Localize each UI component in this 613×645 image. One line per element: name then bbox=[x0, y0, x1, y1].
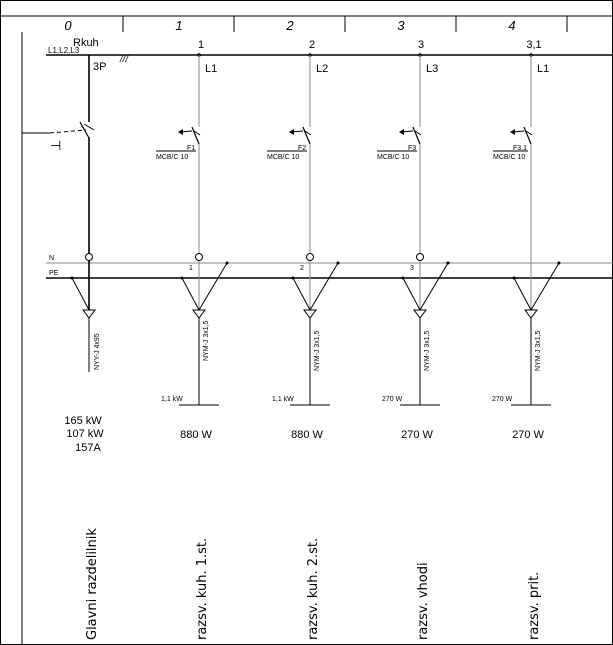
feeder-poles: 3P bbox=[93, 61, 107, 73]
circuit-phase: L1 bbox=[537, 63, 550, 75]
circuit-description: razsv. kuh. 2.st. bbox=[306, 537, 321, 640]
breaker-contact bbox=[524, 127, 531, 144]
feeder-power-installed: 165 kW bbox=[64, 415, 102, 427]
feeder-power-simultaneous: 107 kW bbox=[66, 428, 104, 440]
load-value-small: 1,1 kW bbox=[161, 396, 183, 403]
breaker-trip-icon bbox=[399, 129, 404, 135]
circuit-number: 3 bbox=[417, 39, 425, 51]
n-terminal bbox=[307, 254, 314, 261]
breaker-label: F3 bbox=[408, 145, 417, 152]
three-phase-hatch: /// bbox=[120, 54, 129, 65]
load-value-small: 270 W bbox=[382, 396, 403, 403]
breaker-trip-icon bbox=[289, 129, 294, 135]
bus-bars bbox=[46, 37, 613, 278]
n-terminal bbox=[417, 254, 424, 261]
main-bus-label: L1,L2,L3 bbox=[48, 46, 80, 55]
feeder-current: 157A bbox=[75, 442, 101, 454]
circuit-description: razsv. kuh. 1.st. bbox=[195, 537, 210, 640]
circuit-description: razsv. prit. bbox=[527, 571, 542, 640]
circuit-power: 270 W bbox=[401, 429, 433, 441]
feeder-cable-type: NYY-J 4x95 bbox=[94, 333, 101, 370]
circuit-power: 880 W bbox=[291, 429, 323, 441]
breaker-label: F1 bbox=[187, 145, 196, 152]
cable-symbol bbox=[414, 310, 426, 318]
neutral-bus-label: N bbox=[49, 255, 55, 262]
circuit-number: 2 bbox=[308, 39, 316, 51]
breaker-label: F3,1 bbox=[513, 145, 528, 152]
load-value-small: 270 W bbox=[492, 396, 513, 403]
cable-type: NYM-J 3x1,5 bbox=[535, 330, 542, 371]
breaker-type: MCB/C 10 bbox=[156, 154, 189, 161]
breaker-type: MCB/C 10 bbox=[267, 154, 300, 161]
pe-bus-label: PE bbox=[49, 270, 59, 277]
circuit-description: razsv. vhodi bbox=[416, 562, 431, 640]
breaker-trip-icon bbox=[510, 129, 515, 135]
terminal-number: 2 bbox=[300, 265, 304, 272]
cable-symbol bbox=[525, 310, 537, 318]
circuit-phase: L2 bbox=[316, 63, 329, 75]
cable-type: NYM-J 3x1,5 bbox=[314, 330, 321, 371]
breaker-contact bbox=[192, 127, 199, 144]
terminal-number: 1 bbox=[189, 265, 193, 272]
breaker-type: MCB/C 10 bbox=[493, 154, 526, 161]
column-number-4: 4 bbox=[508, 18, 516, 33]
panel-label: Rkuh bbox=[73, 37, 99, 49]
column-number-1: 1 bbox=[175, 18, 183, 33]
breaker-contact bbox=[413, 127, 420, 144]
circuit-phase: L1 bbox=[205, 63, 218, 75]
cable-type: NYM-J 3x1,5 bbox=[424, 330, 431, 371]
column-number-2: 2 bbox=[286, 18, 294, 33]
column-number-3: 3 bbox=[397, 18, 405, 33]
feeder-cable-symbol bbox=[83, 310, 95, 318]
circuit-2 bbox=[267, 39, 340, 640]
circuit-1 bbox=[156, 39, 229, 640]
n-terminal bbox=[196, 254, 203, 261]
breaker-label: F2 bbox=[298, 145, 307, 152]
column-number-0: 0 bbox=[64, 18, 72, 33]
terminal-number: 3 bbox=[410, 265, 414, 272]
circuit-3-1 bbox=[492, 39, 561, 640]
feeder-n-terminal bbox=[86, 254, 93, 261]
cable-symbol bbox=[193, 310, 205, 318]
circuit-power: 880 W bbox=[180, 429, 212, 441]
circuit-phase: L3 bbox=[426, 63, 439, 75]
breaker-contact bbox=[303, 127, 310, 144]
cable-symbol bbox=[304, 310, 316, 318]
main-switch-actuator bbox=[50, 130, 86, 133]
circuit-number: 3,1 bbox=[526, 39, 542, 51]
circuit-number: 1 bbox=[197, 39, 205, 51]
circuit-power: 270 W bbox=[512, 429, 544, 441]
cable-type: NYM-J 3x1,5 bbox=[203, 320, 210, 361]
main-switch-symbol: ⊣ bbox=[50, 138, 62, 153]
load-value-small: 1,1 kW bbox=[272, 396, 294, 403]
breaker-type: MCB/C 10 bbox=[377, 154, 410, 161]
breaker-trip-icon bbox=[178, 129, 183, 135]
feeder-description: Glavni razdelilnik bbox=[85, 528, 100, 640]
circuit-3 bbox=[377, 39, 450, 640]
main-feeder bbox=[22, 55, 106, 640]
